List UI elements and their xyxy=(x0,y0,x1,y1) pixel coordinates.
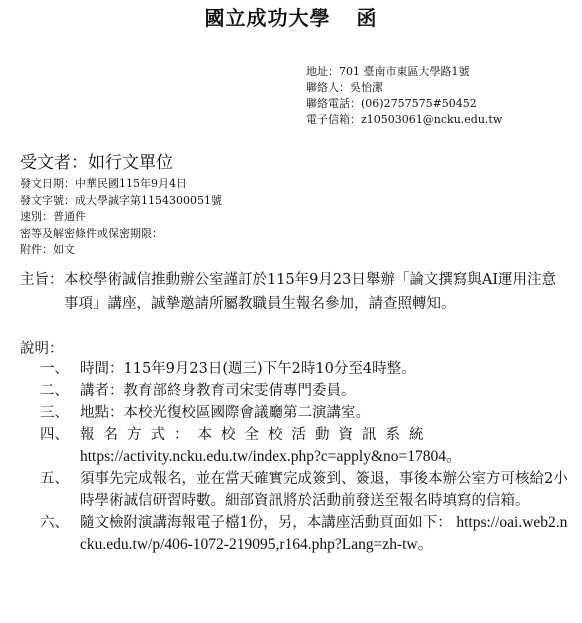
issue-date: 發文日期：中華民國115年9月4日 xyxy=(20,177,187,190)
item-number: 三、 xyxy=(40,405,69,421)
subject-text: 本校學術誠信推動辦公室謹訂於115年9月23日舉辦「論文撰寫與AI運用注意事項」講座，誠摯邀請所屬教職員生報名參加，請查照轉知。 xyxy=(64,272,557,312)
attachment: 附件：如文 xyxy=(20,243,75,256)
item-number: 六、 xyxy=(40,515,69,531)
contact-block xyxy=(306,64,502,128)
item-number: 二、 xyxy=(40,383,69,399)
list-item xyxy=(20,424,568,468)
item-text: 須事先完成報名，並在當天確實完成簽到、簽退，事後本辦公室方可核給2小時學術誠信研習時數。細部資訊將於活動前發送至報名時填寫的信箱。 xyxy=(80,471,568,509)
org-name: 國立成功大學 xyxy=(204,6,331,30)
subject xyxy=(20,268,568,316)
list-item xyxy=(20,402,568,424)
registration-link[interactable]: https://activity.ncku.edu.tw/index.php?c=apply&no=17804。 xyxy=(80,448,462,465)
recipient: 受文者：如行文單位 xyxy=(20,153,173,173)
contact-person: 聯絡人：吳怡潔 xyxy=(306,81,383,94)
explanation-label: 說明： xyxy=(20,341,64,357)
list-item xyxy=(20,512,568,556)
item-text: 報名方式：本校全校活動資訊系統 xyxy=(80,427,433,443)
phone: 聯絡電話：(06)2757575#50452 xyxy=(306,97,477,110)
list-item xyxy=(20,468,568,512)
item-number: 五、 xyxy=(40,471,69,487)
speed: 速別：普通件 xyxy=(20,210,86,223)
item-number: 一、 xyxy=(40,361,69,377)
email: 電子信箱：z10503061@ncku.edu.tw xyxy=(306,113,503,126)
secrecy: 密等及解密條件或保密期限： xyxy=(20,226,163,240)
item-text: 隨文檢附演講海報電子檔1份，另，本講座活動頁面如下： xyxy=(80,515,452,531)
item-text: 講者：教育部終身教育司宋雯倩專門委員。 xyxy=(80,383,356,399)
explanation-list xyxy=(20,358,568,556)
document-title xyxy=(0,2,582,31)
meta-block xyxy=(20,176,222,259)
list-item xyxy=(20,380,568,402)
list-item xyxy=(20,358,568,380)
doc-kind: 函 xyxy=(356,6,378,30)
item-text: 時間：115年9月23日(週三)下午2時10分至4時整。 xyxy=(80,361,416,377)
address: 地址：701 臺南市東區大學路1號 xyxy=(306,65,470,78)
subject-label: 主旨： xyxy=(20,272,64,288)
item-text: 地點：本校光復校區國際會議廳第二演講室。 xyxy=(80,405,370,421)
doc-number: 發文字號：成大學誠字第1154300051號 xyxy=(20,193,222,207)
event-page-link[interactable]: https://oai.web2.ncku.edu.tw/p/406-1072-219095,r164.php?Lang=zh-tw。 xyxy=(80,514,568,553)
item-number: 四、 xyxy=(40,427,69,443)
